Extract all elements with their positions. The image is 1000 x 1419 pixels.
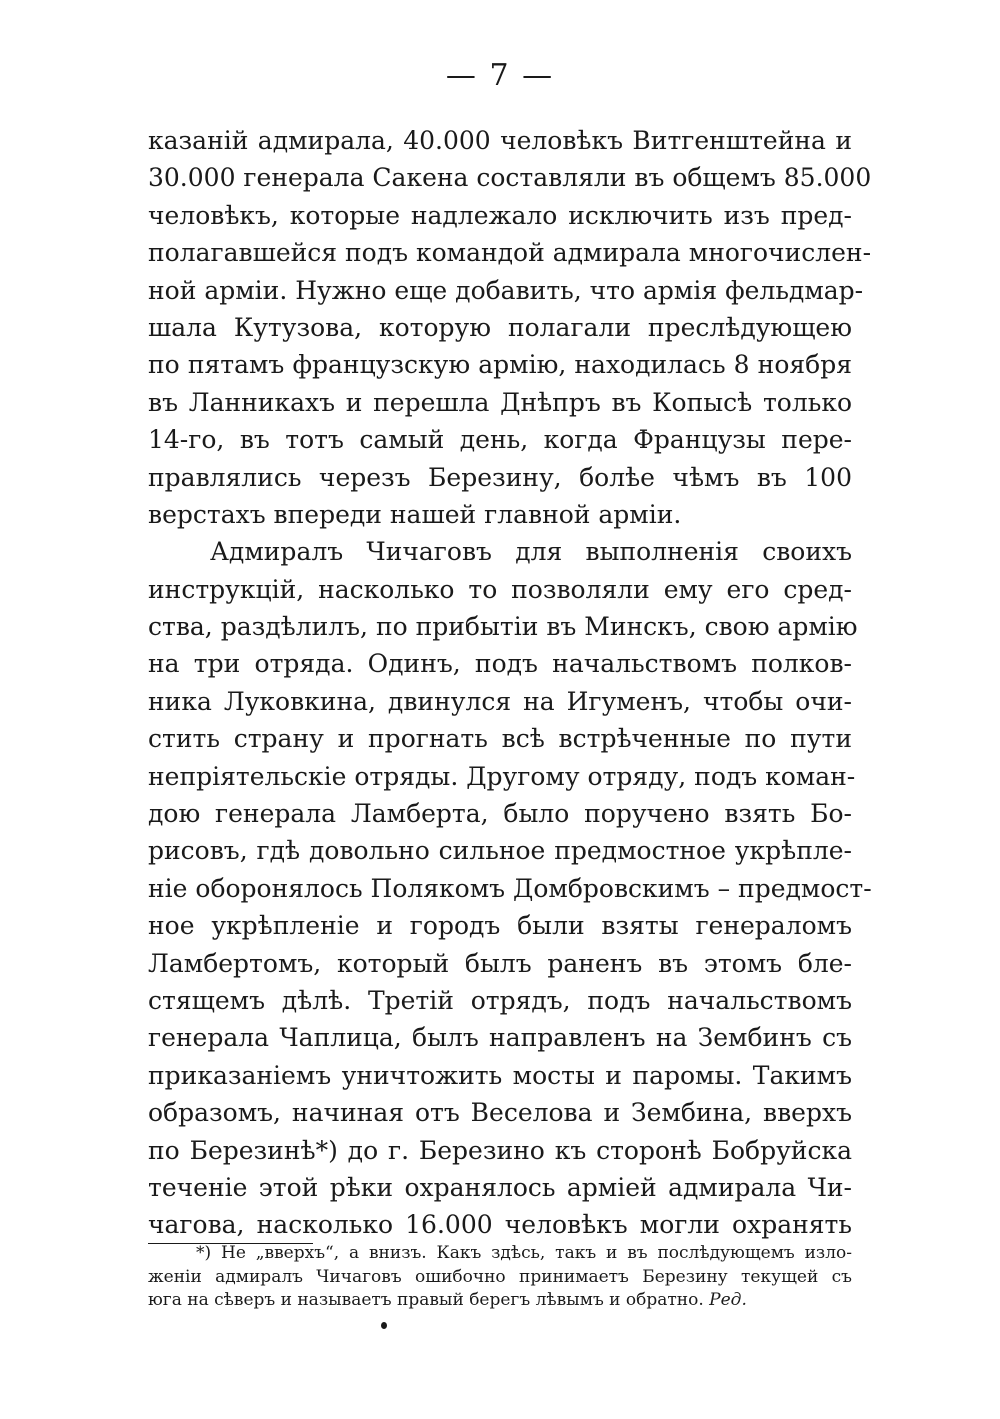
text-line: образомъ, начиная отъ Веселова и Зембина, вверхъ	[148, 1098, 852, 1128]
text-line: ное укрѣпленіе и городъ были взяты генераломъ	[148, 911, 852, 941]
text-line: ніе оборонялось Полякомъ Домбровскимъ – предмост-	[148, 873, 872, 903]
page-number: — 7 —	[445, 58, 555, 93]
text-line: по Березинѣ*) до г. Березино къ сторонѣ Бобруйска	[148, 1135, 852, 1165]
footnote-line: *) Не „вверхъ“, а внизъ. Какъ здѣсь, такъ и въ послѣдующемъ изло-	[196, 1243, 852, 1263]
text-line: въ Ланникахъ и перешла Днѣпръ въ Копысѣ только	[148, 387, 852, 417]
text-line: рисовъ, гдѣ довольно сильное предмостное укрѣпле-	[148, 836, 852, 866]
text-line: стящемъ дѣлѣ. Третій отрядъ, подъ начальствомъ	[148, 985, 852, 1015]
ink-spot	[381, 1322, 387, 1329]
text-line: 14-го, въ тотъ самый день, когда Французы пере-	[148, 425, 852, 455]
text-line: приказаніемъ уничтожить мосты и паромы. Такимъ	[148, 1060, 852, 1090]
text-line: чагова, насколько 16.000 человѣкъ могли охранять	[148, 1210, 852, 1240]
text-line: теченіе этой рѣки охранялось арміей адмирала Чи-	[148, 1172, 852, 1202]
footnote-line-text: юга на сѣверъ и называетъ правый берегъ лѣвымъ и обратно.	[148, 1290, 704, 1310]
paragraph-start-line: Адмиралъ Чичаговъ для выполненія своихъ	[210, 537, 852, 567]
text-line: дою генерала Ламберта, было поручено взять Бо-	[148, 799, 852, 829]
text-line: человѣкъ, которые надлежало исключить изъ пред-	[148, 200, 852, 230]
footnote	[148, 1242, 852, 1313]
text-line: верстахъ впереди нашей главной арміи.	[148, 499, 682, 529]
text-line: 30.000 генерала Сакена составляли въ общемъ 85.000	[148, 163, 872, 193]
body-text	[148, 122, 872, 1244]
text-line: правлялись черезъ Березину, болѣе чѣмъ въ 100	[148, 462, 852, 492]
text-line: на три отряда. Одинъ, подъ начальствомъ полков-	[148, 649, 852, 679]
text-line: казаній адмирала, 40.000 человѣкъ Витгенштейна и	[148, 126, 852, 155]
text-line: ной арміи. Нужно еще добавить, что армія фельдмар-	[148, 275, 864, 305]
text-line: ника Луковкина, двинулся на Игуменъ, чтобы очи-	[148, 686, 852, 716]
editor-mark: Ред.	[709, 1290, 747, 1310]
text-line: генерала Чаплица, былъ направленъ на Зембинъ съ	[148, 1023, 852, 1053]
text-line: Ламбертомъ, который былъ раненъ въ этомъ бле-	[148, 948, 852, 978]
text-line: ства, раздѣлилъ, по прибытіи въ Минскъ, свою армію	[148, 612, 858, 642]
text-line: по пятамъ французскую армію, находилась 8 ноября	[148, 350, 852, 380]
text-line: стить страну и прогнать всѣ встрѣченные по пути	[148, 724, 852, 754]
text-line: непріятельскіе отряды. Другому отряду, подъ коман-	[148, 761, 856, 791]
text-line: инструкцій, насколько то позволяли ему его сред-	[148, 574, 852, 604]
text-line: шала Кутузова, которую полагали преслѣдующею	[148, 312, 852, 342]
footnote-line	[148, 1289, 852, 1313]
footnote-line: женіи адмиралъ Чичаговъ ошибочно принимаетъ Березину текущей съ	[148, 1266, 852, 1287]
text-line: полагавшейся подъ командой адмирала многочислен-	[148, 238, 872, 268]
